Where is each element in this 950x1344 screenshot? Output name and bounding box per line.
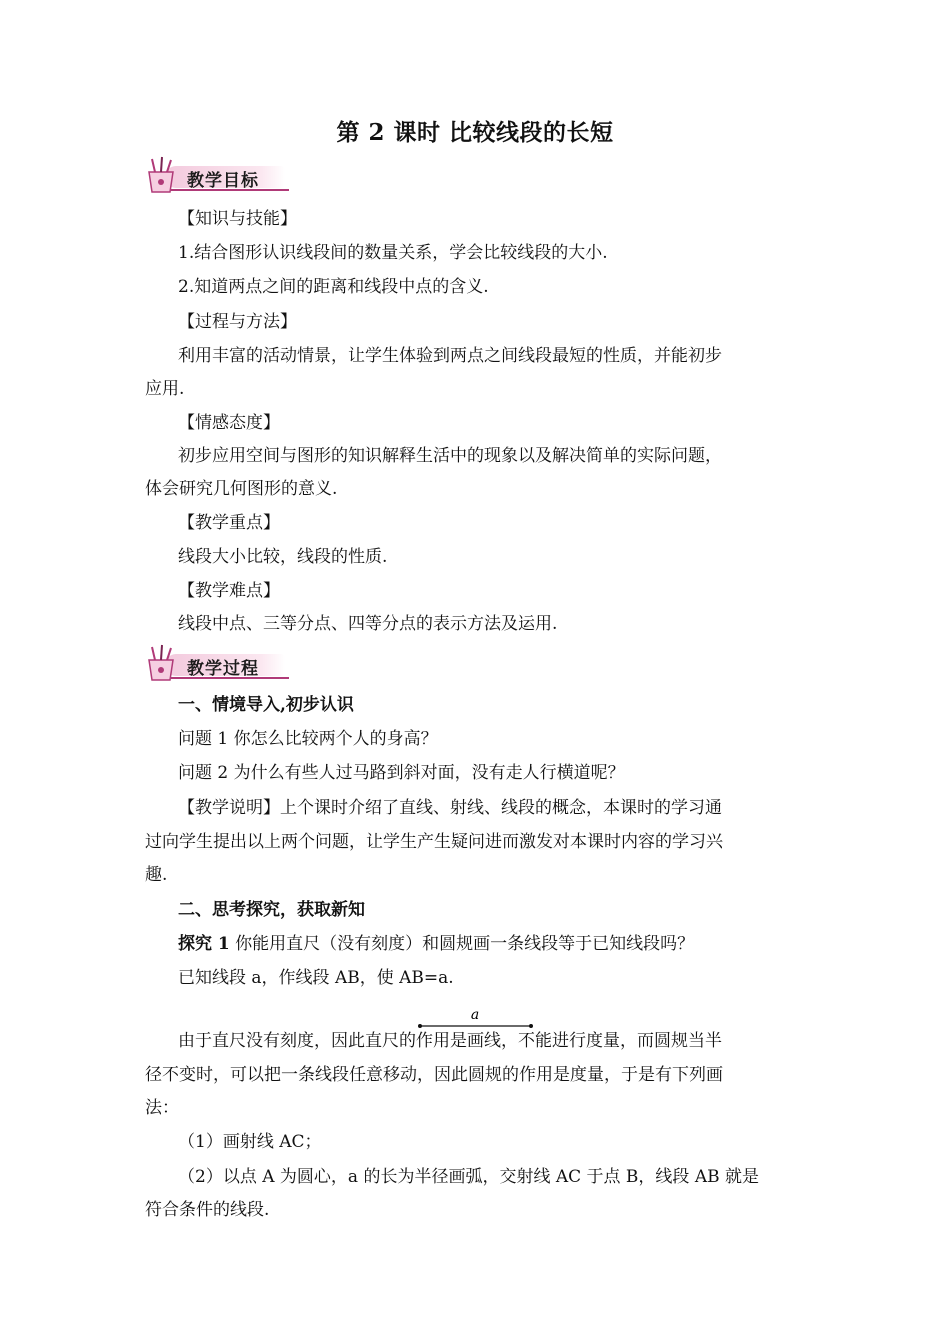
section-1-heading: 一、情境导入,初步认识 — [178, 695, 354, 715]
segment-a-figure — [418, 1010, 533, 1032]
difficulty-text: 线段中点、三等分点、四等分点的表示方法及运用. — [178, 614, 558, 634]
explanation-line-1: 由于直尺没有刻度，因此直尺的作用是画线，不能进行度量，而圆规当半 — [178, 1031, 722, 1051]
exploration-1 — [178, 933, 810, 955]
section-banner-process — [143, 648, 289, 682]
section-banner-goals — [143, 160, 289, 194]
method-heading: 【过程与方法】 — [178, 312, 297, 332]
segment-a-endpoint-right — [529, 1024, 533, 1028]
step-2-line-1: （2）以点 A 为圆心，a 的长为半径画弧，交射线 AC 于点 B，线段 AB 就是 — [178, 1167, 760, 1187]
teaching-note-line-1: 【教学说明】上个课时介绍了直线、射线、线段的概念，本课时的学习通 — [178, 798, 722, 818]
emotion-text-line-1: 初步应用空间与图形的知识解释生活中的现象以及解决简单的实际问题， — [178, 446, 722, 466]
key-point-heading: 【教学重点】 — [178, 513, 280, 533]
emotion-text-line-2: 体会研究几何图形的意义. — [145, 479, 338, 499]
emotion-heading: 【情感态度】 — [178, 413, 280, 433]
method-text-line-2: 应用. — [145, 379, 185, 399]
key-point-text: 线段大小比较，线段的性质. — [178, 547, 388, 567]
exploration-1-text: 你能用直尺（没有刻度）和圆规画一条线段等于已知线段吗？ — [229, 934, 695, 954]
segment-a-endpoint-left — [418, 1024, 422, 1028]
difficulty-heading: 【教学难点】 — [178, 581, 280, 601]
knowledge-heading: 【知识与技能】 — [178, 209, 297, 229]
page-title: 第 2 课时 比较线段的长短 — [336, 119, 614, 146]
section-label-goals: 教学目标 — [187, 171, 259, 191]
explanation-line-3: 法： — [145, 1098, 179, 1118]
knowledge-item-2: 2.知道两点之间的距离和线段中点的含义. — [178, 277, 489, 297]
given-statement: 已知线段 a，作线段 AB，使 AB=a. — [178, 968, 454, 988]
pencil-cup-icon — [143, 644, 183, 684]
question-2: 问题 2 为什么有些人过马路到斜对面，没有走人行横道呢？ — [178, 763, 625, 783]
teaching-note-line-2: 过向学生提出以上两个问题，让学生产生疑问进而激发对本课时内容的学习兴 — [145, 832, 723, 852]
section-label-process: 教学过程 — [187, 659, 259, 679]
explanation-line-2: 径不变时，可以把一条线段任意移动，因此圆规的作用是度量，于是有下列画 — [145, 1065, 723, 1085]
section-2-heading: 二、思考探究，获取新知 — [178, 900, 365, 920]
step-2-line-2: 符合条件的线段. — [145, 1200, 270, 1220]
method-text-line-1: 利用丰富的活动情景，让学生体验到两点之间线段最短的性质，并能初步 — [178, 346, 722, 366]
exploration-1-label: 探究 1 — [178, 934, 230, 954]
pencil-cup-icon — [143, 156, 183, 196]
question-1: 问题 1 你怎么比较两个人的身高？ — [178, 729, 438, 749]
step-1: （1）画射线 AC； — [178, 1132, 322, 1152]
knowledge-item-1: 1.结合图形认识线段间的数量关系，学会比较线段的大小. — [178, 243, 608, 263]
segment-a-label: a — [470, 1010, 480, 1023]
teaching-note-line-3: 趣. — [145, 865, 168, 885]
